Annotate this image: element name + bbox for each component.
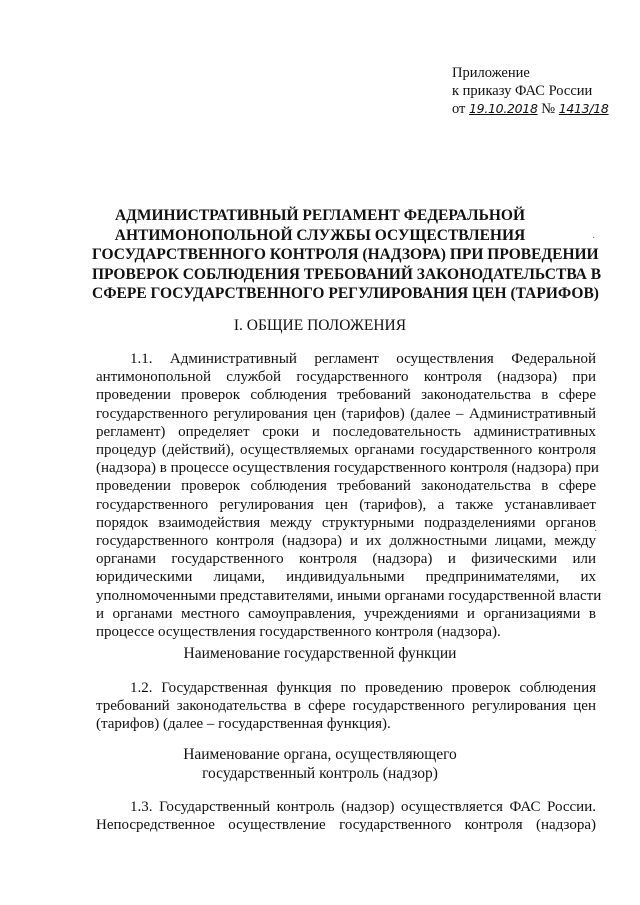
paragraph-line: государственного контроля (надзора) и их должностными лицами, между	[96, 533, 596, 550]
paragraph-line: Непосредственное осуществление государственного контроля (надзора)	[96, 817, 596, 834]
scan-speck: ·	[592, 233, 596, 244]
paragraph-line: 1.3. Государственный контроль (надзор) осуществляется ФАС России.	[130, 799, 596, 815]
appendix-order-ref: к приказу ФАС России	[452, 83, 593, 99]
paragraph-line: проведении проверок соблюдения требований законодательства в сфере	[96, 478, 596, 495]
title-line: СФЕРЕ ГОСУДАРСТВЕННОГО РЕГУЛИРОВАНИЯ ЦЕН (ТАРИФОВ)	[92, 285, 599, 303]
appendix-date-number	[452, 100, 622, 118]
appendix-label: Приложение	[452, 65, 530, 81]
subheading-line: государственный контроль (надзор)	[202, 765, 438, 782]
paragraph-line: уполномоченными представителями, иными органами государственной власти	[96, 587, 602, 604]
paragraph-line: (надзора) в процессе осуществления государственного контроля (надзора) при	[96, 460, 599, 477]
paragraph-line: 1.2. Государственная функция по проведению проверок соблюдения	[130, 680, 596, 696]
appendix-block	[452, 64, 622, 118]
paragraph-line: требований законодательства в сфере государственного регулирования цен	[96, 698, 596, 715]
paragraph-line: органами государственного контроля (надзора) и физическими или	[96, 551, 596, 568]
paragraph-line: процедур (действий), осуществляемых органами государственного контроля	[96, 442, 596, 459]
paragraph-line: порядок взаимодействия между структурными подразделениями органов	[96, 514, 596, 531]
subheading-organ	[0, 745, 640, 783]
subheading-function: Наименование государственной функции	[183, 645, 457, 662]
section-heading: I. ОБЩИЕ ПОЛОЖЕНИЯ	[233, 317, 407, 334]
scan-speck: ·	[594, 526, 598, 537]
paragraph-line: и органами местного самоуправления, учреждениями и организациями в	[96, 605, 596, 622]
paragraph-line: государственного регулирования цен (тарифов) (далее – Административный	[96, 405, 596, 422]
paragraph-line: антимонопольной службой государственного контроля (надзора) при	[96, 369, 596, 386]
paragraph-1-1	[96, 350, 602, 641]
paragraph-line: 1.1. Административный регламент осуществления Федеральной	[130, 351, 596, 367]
order-number: 1413/18	[558, 101, 609, 116]
paragraph-1-2	[96, 679, 596, 734]
paragraph-1-3	[96, 798, 596, 834]
paragraph-line: государственного регулирования цен (тарифов), а также устанавливает	[96, 496, 596, 513]
title-line: АНТИМОНОПОЛЬНОЙ СЛУЖБЫ ОСУЩЕСТВЛЕНИЯ	[114, 226, 526, 244]
title-line: АДМИНИСТРАТИВНЫЙ РЕГЛАМЕНТ ФЕДЕРАЛЬНОЙ	[114, 207, 526, 224]
order-date: 19.10.2018	[469, 101, 538, 116]
number-sign: №	[541, 101, 556, 117]
subheading-line: Наименование органа, осуществляющего	[183, 746, 457, 763]
appendix-from: от	[452, 101, 466, 117]
title-line: ПРОВЕРОК СОБЛЮДЕНИЯ ТРЕБОВАНИЙ ЗАКОНОДАТЕЛЬСТВА В	[92, 265, 602, 283]
paragraph-line: регламент) определяет сроки и последовательность административных	[96, 423, 596, 440]
document-title	[92, 206, 602, 304]
paragraph-line: процессе осуществления государственного контроля (надзора).	[96, 624, 501, 641]
paragraph-line: проведении проверок соблюдения требований законодательства в сфере	[96, 387, 596, 404]
paragraph-line: (тарифов) (далее – государственная функция).	[96, 716, 391, 733]
paragraph-line: юридическими лицами, индивидуальными предпринимателями, их	[96, 569, 596, 586]
title-line: ГОСУДАРСТВЕННОГО КОНТРОЛЯ (НАДЗОРА) ПРИ ПРОВЕДЕНИИ	[92, 246, 599, 264]
